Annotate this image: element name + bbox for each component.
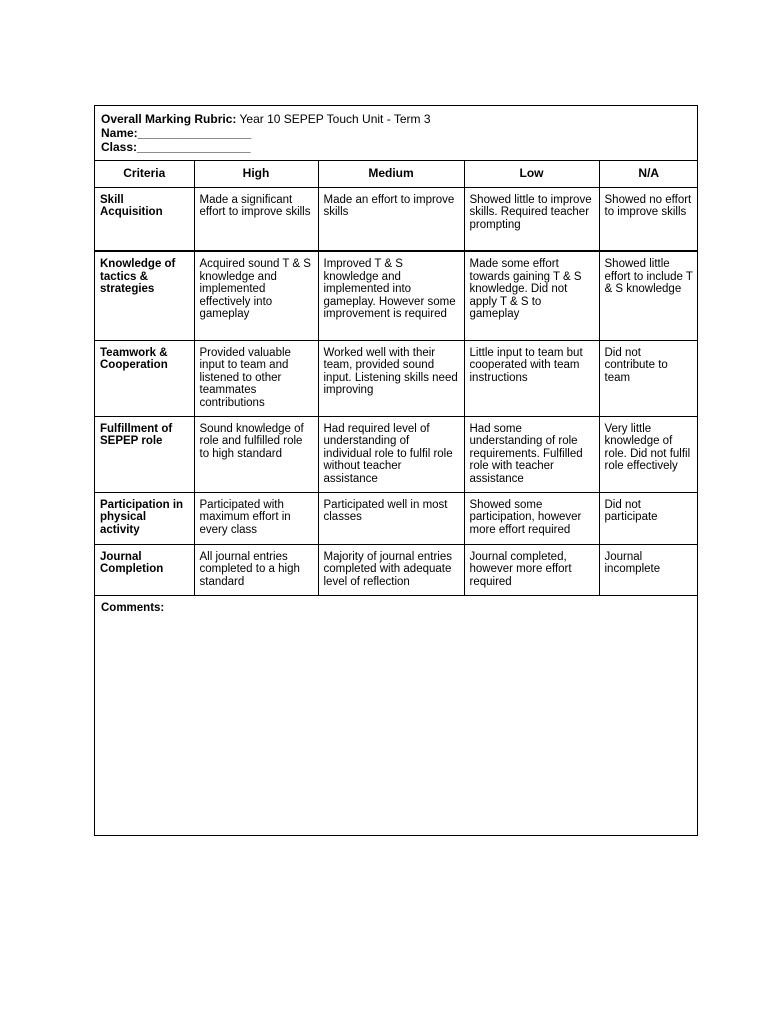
criteria-cell: Skill Acquisition <box>95 187 194 251</box>
criteria-cell: Fulfillment of SEPEP role <box>95 416 194 492</box>
name-line <box>101 126 691 140</box>
criteria-cell: Journal Completion <box>95 544 194 595</box>
na-cell: Showed no effort to improve skills <box>599 187 698 251</box>
class-line <box>101 140 691 154</box>
low-cell: Made some effort towards gaining T & S knowledge. Did not apply T & S to gameplay <box>464 251 599 340</box>
col-header-criteria: Criteria <box>95 161 194 187</box>
na-cell: Journal incomplete <box>599 544 698 595</box>
table-header-row <box>95 161 698 187</box>
high-cell: All journal entries completed to a high standard <box>194 544 318 595</box>
medium-cell: Had required level of understanding of individual role to fulfil role without teacher assistance <box>318 416 464 492</box>
col-header-medium: Medium <box>318 161 464 187</box>
low-cell: Journal completed, however more effort required <box>464 544 599 595</box>
table-row <box>95 340 698 416</box>
col-header-high: High <box>194 161 318 187</box>
na-cell: Very little knowledge of role. Did not fulfil role effectively <box>599 416 698 492</box>
comments-label: Comments: <box>101 601 165 614</box>
table-row <box>95 544 698 595</box>
name-blank: _________________ <box>137 126 252 140</box>
rubric-table <box>95 161 698 596</box>
criteria-cell: Knowledge of tactics & strategies <box>95 251 194 340</box>
na-cell: Did not participate <box>599 492 698 544</box>
criteria-cell: Teamwork & Cooperation <box>95 340 194 416</box>
medium-cell: Participated well in most classes <box>318 492 464 544</box>
table-row <box>95 416 698 492</box>
table-row <box>95 492 698 544</box>
medium-cell: Made an effort to improve skills <box>318 187 464 251</box>
high-cell: Provided valuable input to team and listened to other teammates contributions <box>194 340 318 416</box>
rubric-label: Overall Marking Rubric: <box>101 112 237 126</box>
marking-rubric <box>94 105 698 836</box>
col-header-low: Low <box>464 161 599 187</box>
rubric-title-line <box>101 112 691 126</box>
low-cell: Little input to team but cooperated with team instructions <box>464 340 599 416</box>
medium-cell: Improved T & S knowledge and implemented into gameplay. However some improvement is required <box>318 251 464 340</box>
high-cell: Sound knowledge of role and fulfilled role to high standard <box>194 416 318 492</box>
high-cell: Participated with maximum effort in every class <box>194 492 318 544</box>
medium-cell: Majority of journal entries completed with adequate level of reflection <box>318 544 464 595</box>
high-cell: Made a significant effort to improve skills <box>194 187 318 251</box>
rubric-header <box>95 106 697 161</box>
table-row <box>95 251 698 340</box>
col-header-na: N/A <box>599 161 698 187</box>
na-cell: Showed little effort to include T & S knowledge <box>599 251 698 340</box>
high-cell: Acquired sound T & S knowledge and implemented effectively into gameplay <box>194 251 318 340</box>
class-blank: _________________ <box>137 140 251 154</box>
na-cell: Did not contribute to team <box>599 340 698 416</box>
name-label: Name: <box>101 126 138 140</box>
class-label: Class: <box>101 140 138 154</box>
comments-section <box>95 596 697 620</box>
table-row <box>95 187 698 251</box>
rubric-title: Year 10 SEPEP Touch Unit - Term 3 <box>239 112 431 126</box>
low-cell: Showed little to improve skills. Required teacher prompting <box>464 187 599 251</box>
criteria-cell: Participation in physical activity <box>95 492 194 544</box>
medium-cell: Worked well with their team, provided sound input. Listening skills need improving <box>318 340 464 416</box>
low-cell: Showed some participation, however more effort required <box>464 492 599 544</box>
low-cell: Had some understanding of role requirements. Fulfilled role with teacher assistance <box>464 416 599 492</box>
